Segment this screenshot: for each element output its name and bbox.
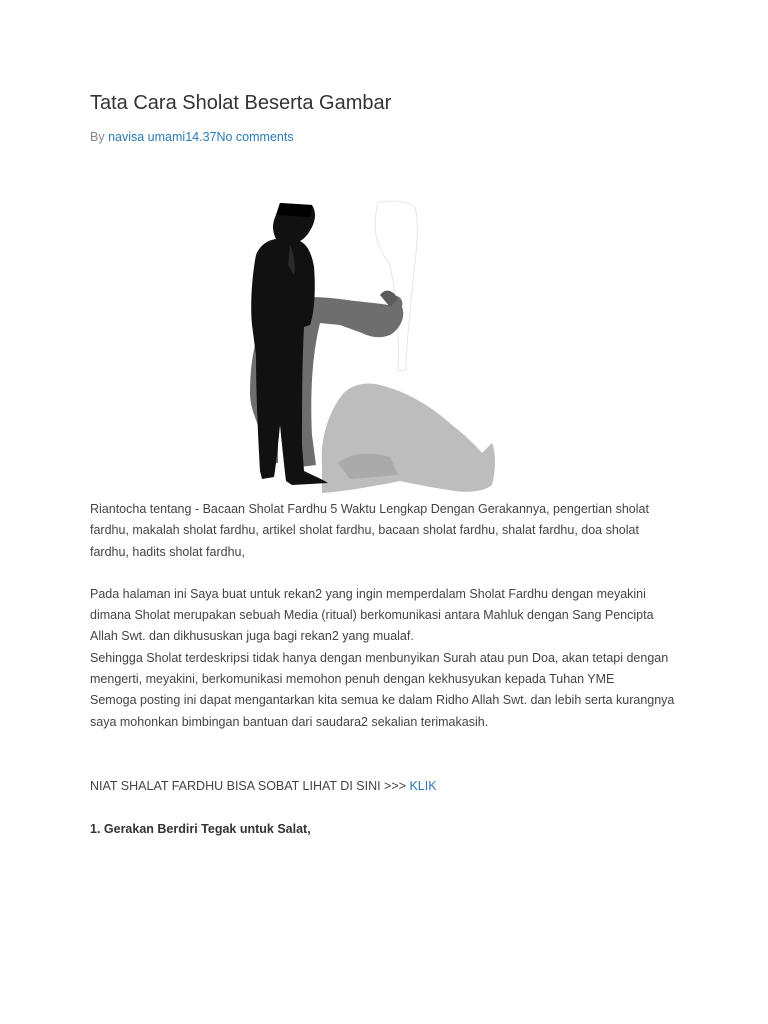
section-heading-1: 1. Gerakan Berdiri Tegak untuk Salat,: [90, 822, 311, 837]
klik-link[interactable]: KLIK: [409, 778, 437, 793]
post-title: Tata Cara Sholat Beserta Gambar: [90, 92, 392, 114]
author-link[interactable]: navisa umami: [108, 130, 186, 144]
post-byline: [90, 130, 294, 144]
prayer-silhouettes-icon: [230, 195, 510, 500]
body-paragraph-3: Semoga posting ini dapat mengantarkan kita semua ke dalam Ridho Allah Swt. dan lebih serta kurangnya saya mohonkan bimbingan bantuan dari saudara2 sekalian terimakasih.: [90, 693, 675, 729]
prayer-movements-illustration: [230, 195, 510, 500]
body-paragraph-2: Sehingga Sholat terdeskripsi tidak hanya dengan menbunyikan Surah atau pun Doa, akan tetapi dengan mengerti, meyakini, berkomunikasi memohon penuh dengan kekhusyukan kepada Tuhan YME: [90, 650, 669, 687]
niat-text: NIAT SHALAT FARDHU BISA SOBAT LIHAT DI SINI >>>: [90, 778, 410, 793]
comments-link[interactable]: No comments: [216, 130, 294, 144]
post-body: [90, 499, 680, 841]
intro-paragraph: Riantocha tentang - Bacaan Sholat Fardhu 5 Waktu Lengkap Dengan Gerakannya, pengertian sholat fardhu, makalah sholat fardhu, artikel sholat fardhu, bacaan sholat fardhu, shalat fardhu, doa sholat fardhu, hadits sholat fardhu,: [90, 502, 649, 559]
post-time-link[interactable]: 14.37: [185, 130, 217, 144]
by-label: By: [90, 130, 105, 144]
niat-line: [90, 776, 680, 797]
body-paragraph-1: Pada halaman ini Saya buat untuk rekan2 yang ingin memperdalam Sholat Fardhu dengan meyakini dimana Sholat merupakan sebuah Media (ritual) berkomunikasi antara Mahluk dengan Sang Pencipta Allah Swt. dan dikhususkan juga bagi rekan2 yang mualaf.: [90, 586, 654, 644]
